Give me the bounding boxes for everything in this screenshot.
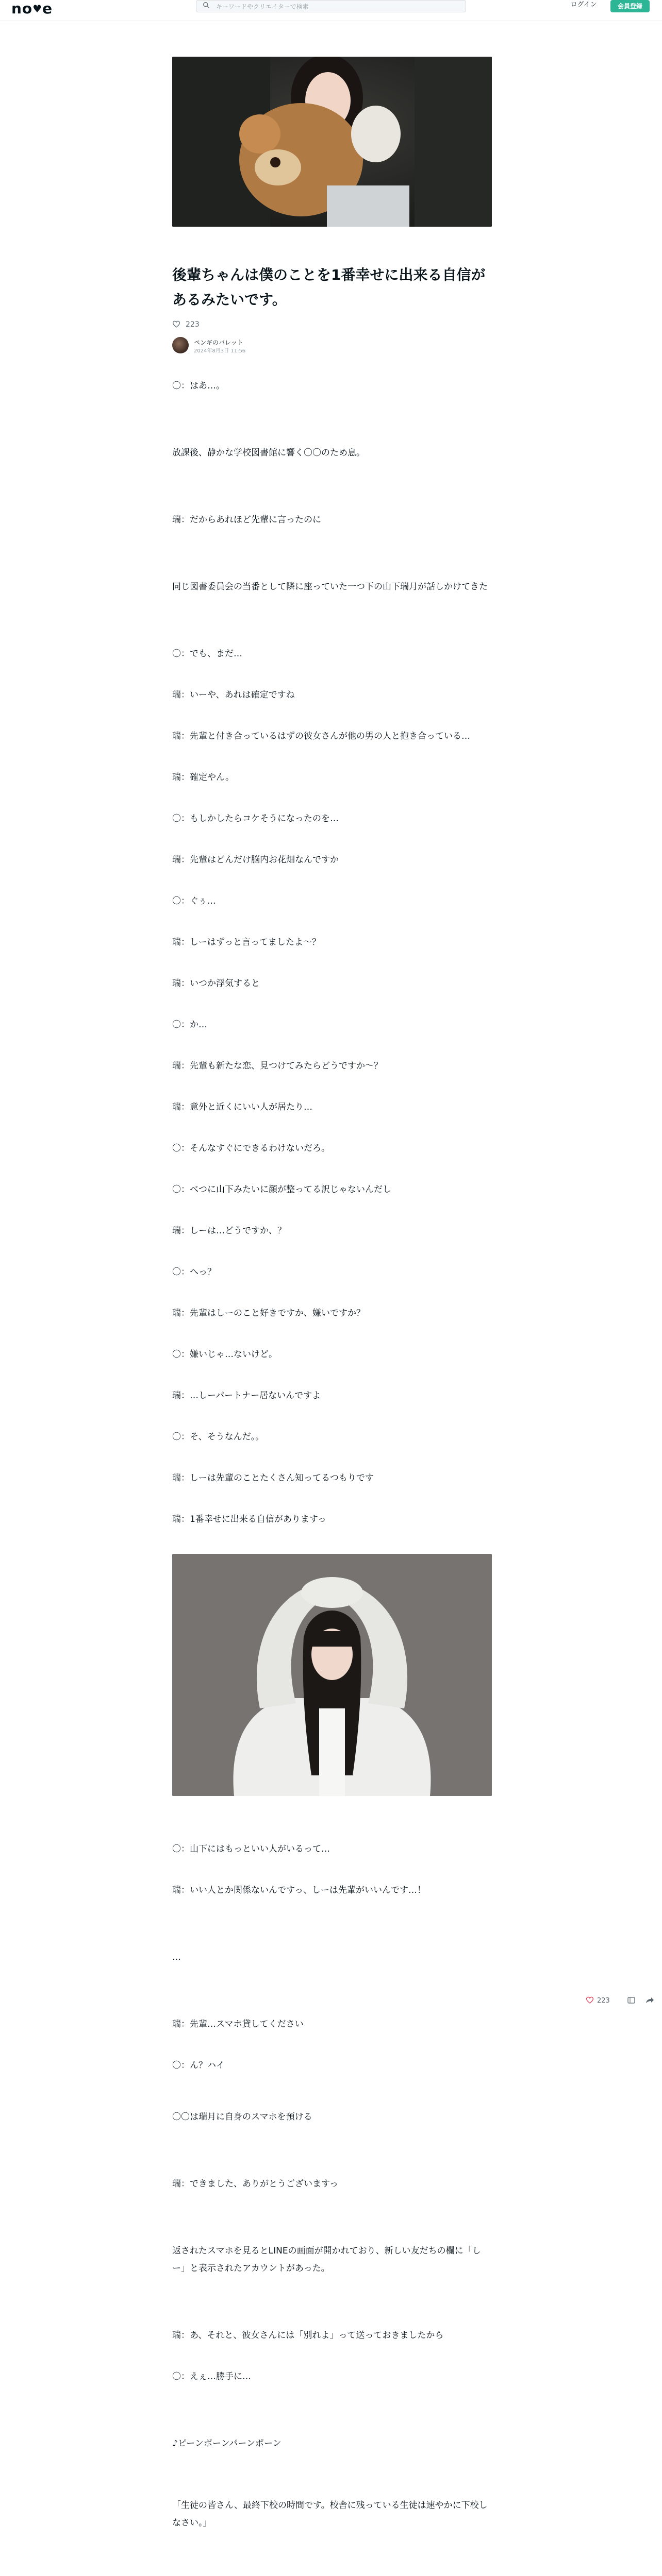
paragraph: … — [172, 1952, 181, 1962]
paragraph: 瑞：先輩と付き合っているはずの彼女さんが他の男の人と抱き合っている… — [172, 731, 470, 741]
paragraph: 瑞：いーや、あれは確定ですね — [172, 690, 295, 700]
paragraph: 〇：へっ？ — [172, 1267, 216, 1277]
login-button[interactable]: ログイン — [570, 1, 597, 9]
search-input[interactable] — [215, 2, 459, 12]
paragraph: 〇：嫌いじゃ…ないけど。 — [172, 1349, 277, 1360]
like-count: 223 — [186, 320, 200, 329]
author-block[interactable] — [172, 337, 492, 355]
paragraph: ♪ピーンポーンパーンポーン — [172, 2438, 282, 2449]
paragraph: 瑞：先輩も新たな恋、見つけてみたらどうですか〜？ — [172, 1061, 383, 1071]
paragraph: 瑞：1番幸せに出来る自信がありますっ — [172, 1514, 326, 1524]
side-actions — [586, 1996, 658, 2008]
paragraph: 同じ図書委員会の当番として隣に座っていた一つ下の山下瑞月が話しかけてきた — [172, 582, 488, 592]
author-name[interactable]: ペンギのバレット — [194, 339, 243, 346]
paragraph: 瑞：先輩はしーのこと好きですか、嫌いですか？ — [172, 1308, 365, 1318]
heart-icon — [586, 1996, 594, 2004]
paragraph: 〇：はあ…。 — [172, 381, 225, 391]
paragraph: 〇：山下にはもっといい人がいるって… — [172, 1844, 330, 1854]
eyecatch-image — [172, 57, 492, 227]
paragraph: 瑞：できました、ありがとうございますっ — [172, 2179, 338, 2189]
paragraph: 放課後、静かな学校図書館に響く〇〇のため息。 — [172, 448, 365, 458]
paragraph: 瑞：先輩はどんだけ脳内お花畑なんですか — [172, 855, 339, 865]
paragraph: 瑞：しーはずっと言ってましたよ〜？ — [172, 937, 321, 947]
side-comment-button[interactable] — [627, 1996, 637, 2008]
side-share-button[interactable] — [644, 1996, 656, 2008]
like-row[interactable] — [172, 319, 492, 330]
paragraph: 〇：もしかしたらコケそうになったのを… — [172, 814, 339, 824]
paragraph: 瑞：…しーパートナー居ないんですよ — [172, 1391, 321, 1401]
paragraph: 「生徒の皆さん、最終下校の時間です。校舎に残っている生徒は速やかに下校しなさい。」 — [172, 2500, 488, 2528]
heart-icon[interactable] — [172, 320, 180, 328]
article-body-continued — [172, 1840, 492, 2532]
paragraph: 瑞：だからあれほど先輩に言ったのに — [172, 515, 321, 525]
share-icon — [644, 1996, 655, 2005]
search-icon — [203, 2, 210, 9]
paragraph: 〇：そ、そうなんだ。。 — [172, 1432, 264, 1442]
paragraph: 〇：べつに山下みたいに顔が整ってる訳じゃないんだし — [172, 1184, 391, 1195]
comment-icon — [627, 1996, 636, 2005]
paragraph: 返されたスマホを見るとLINEの画面が開かれており、新しい友だちの欄に「しー」と表示されたアカウントがあった。 — [172, 2246, 481, 2274]
paragraph: 〇：ん？ハイ — [172, 2060, 225, 2071]
author-avatar[interactable] — [172, 337, 189, 353]
paragraph: 瑞：意外と近くにいい人が居たり… — [172, 1102, 312, 1112]
side-like-button[interactable] — [586, 1996, 617, 2008]
paragraph: 瑞：しーは…どうですか、？ — [172, 1226, 286, 1236]
paragraph: 〇：でも、まだ… — [172, 649, 242, 659]
search-box[interactable] — [196, 0, 466, 12]
paragraph: 〇：えぇ…勝手に… — [172, 2371, 251, 2382]
paragraph: 瑞：あ、それと、彼女さんには「別れよ」って送っておきましたから — [172, 2330, 444, 2341]
paragraph: 瑞：いい人とか関係ないんですっ、しーは先輩がいいんです…！ — [172, 1885, 426, 1895]
paragraph: 〇〇は瑞月に自身のスマホを預ける — [172, 2112, 312, 2122]
paragraph: 瑞：しーは先輩のことたくさん知ってるつもりです — [172, 1473, 374, 1483]
signup-button[interactable]: 会員登録 — [610, 0, 650, 12]
note-logo[interactable]: no♥e — [11, 0, 53, 17]
site-header — [0, 0, 662, 21]
side-like-count: 223 — [597, 1997, 610, 2005]
article-body — [172, 377, 492, 1528]
article — [172, 57, 492, 2532]
paragraph: 瑞：先輩…スマホ貸してください — [172, 2019, 304, 2029]
paragraph: 〇：ぐぅ… — [172, 896, 216, 906]
paragraph: 〇：そんなすぐにできるわけないだろ。 — [172, 1143, 330, 1154]
publish-date: 2024年8月3日 11:56 — [194, 348, 246, 354]
article-title: 後輩ちゃんは僕のことを1番幸せに出来る自信があるみたいです。 — [172, 266, 486, 308]
article-photo — [172, 1554, 492, 1796]
paragraph: 瑞：確定やん。 — [172, 772, 235, 783]
paragraph: 〇：か… — [172, 1020, 207, 1030]
paragraph: 瑞：いつか浮気すると — [172, 978, 260, 989]
